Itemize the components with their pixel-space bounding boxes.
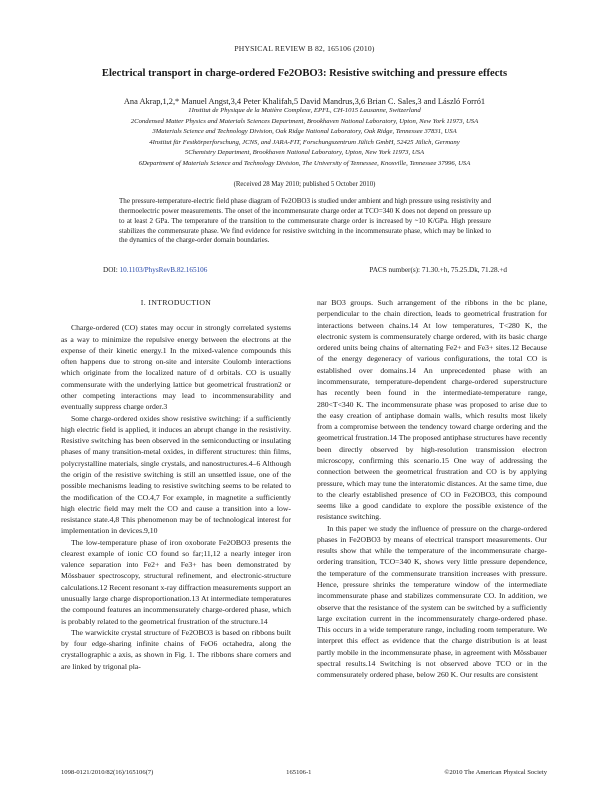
paragraph: The low-temperature phase of iron oxoborate Fe2OBO3 presents the clearest example of ionic CO found so far;11,12 a nearly integer iron valence separation into Fe2+ and Fe3+ has been demonstrated by Mössbauer spectroscopy, structural refinement, and electronic-structure calculations.12 Recent resonant x-ray diffraction measurements support an unusually large charge disproportionation.13 At intermediate temperatures the compound features an incommensurately charge-ordered phase, which is probably related to the geometrical frustration of the structure.14 [61, 537, 291, 626]
paragraph: Some charge-ordered oxides show resistive switching: if a sufficiently high electric field is applied, it induces an abrupt change in the resistivity. Resistive switching has been observed in the semiconducting or insulating phases of many transition-metal oxides, in different structures: thin films, polycrystalline materials, single crystals, and nanostructures.4–6 Although the origin of the resistive switching is still an unsettled issue, one of the possible mechanisms leading to resistive switching seems to be related to the modification of the CO.4,7 For example, in magnetite a sufficiently high electric field may melt the CO and cause a transition into a low-resistance state.4,8 This phenomenon may be of technological interest for implementation in devices.9,10 [61, 413, 291, 536]
pacs-numbers: PACS number(s): 71.30.+h, 75.25.Dk, 71.28.+d [369, 266, 507, 274]
affiliation: 5Chemistry Department, Brookhaven National Laboratory, Upton, New York 11973, USA [184, 149, 425, 156]
doi [103, 266, 207, 274]
affiliation: 1Institut de Physique de la Matière Complexe, EPFL, CH-1015 Lausanne, Switzerland [188, 107, 421, 114]
right-column [317, 297, 547, 681]
doi-line [103, 266, 507, 274]
paragraph: nar BO3 groups. Such arrangement of the ribbons in the bc plane, perpendicular to the chain direction, leads to geometrical frustration for interactions between chains.14 At low temperatures, T<280 K, the electronic system is commensurately charge ordered, with its basic charge ordered units being chains of alternating Fe2+ and Fe3+ sites.12 Because of the energy degeneracy of various configurations, the total CO is established over domains.14 An unprecedented phase with an incommensurate, temperature-dependent charge-ordered superstructure has recently been found in the intermediate-temperature range, 280<T<340 K. The incommensurate phase was proposed to arise due to the easy creation of antiphase domain walls, which results most likely from a compromise between the tendency toward charge ordering and the geometrical frustration.14 The proposed antiphase structures have recently been directly observed by high-resolution transmission electron microscopy, confirming this scenario.15 One way of addressing the connection between the geometrical frustration and CO is by applying pressure, which may tune the interatomic distances. At the same time, due to the clearly established presence of CO in Fe2OBO3, this compound seems like a good candidate to explore the possible existence of the resistance switching. [317, 298, 547, 522]
paragraph: The warwickite crystal structure of Fe2OBO3 is based on ribbons built by four edge-sharing infinite chains of FeO6 octahedra, along the crystallographic a axis, as shown in Fig. 1. The ribbons share corners and are linked by trigonal pla- [61, 627, 291, 671]
page-number: 165106-1 [286, 769, 312, 776]
paragraph: Charge-ordered (CO) states may occur in strongly correlated systems as a way to minimize the repulsive energy between the electrons at the expense of their kinetic energy.1 In the mixed-valence compounds this often happens due to strong on-site and intersite Coulomb interactions which originate from the localized nature of d orbitals. CO is usually commensurate with the underlying lattice but geometrical frustration2 or other competing interactions may lead to incommensurability and eventually suppress charge order.3 [61, 323, 291, 412]
affiliation: 6Department of Materials Science and Technology Division, The University of Tennessee, Knoxville, Tennessee 37996, USA [138, 159, 471, 167]
running-head: PHYSICAL REVIEW B 82, 165106 (2010) [234, 44, 375, 53]
article-title: Electrical transport in charge-ordered Fe2OBO3: Resistive switching and pressure effects [101, 68, 508, 79]
left-column [61, 297, 291, 672]
affiliation: 3Materials Science and Technology Division, Oak Ridge National Laboratory, Oak Ridge, Tennessee 37831, USA [152, 128, 457, 135]
page-footer [61, 769, 547, 776]
affiliation: 4Institut für Festkörperforschung, JCNS, and JARA-FIT, Forschungszentrum Jülich GmbH, 52425 Jülich, Germany [149, 138, 460, 146]
doi-link[interactable]: 10.1103/PhysRevB.82.165106 [119, 266, 208, 274]
affiliation: 2Condensed Matter Physics and Materials Sciences Department, Brookhaven National Laboratory, Upton, New York 11973, USA [130, 117, 479, 125]
received-date: (Received 28 May 2010; published 5 October 2010) [233, 181, 376, 188]
author-list: Ana Akrap,1,2,* Manuel Angst,3,4 Peter Khalifah,5 David Mandrus,3,6 Brian C. Sales,3 and László Forró1 [123, 97, 486, 106]
paragraph: In this paper we study the influence of pressure on the charge-ordered phases in Fe2OBO3 by means of electrical transport measurements. Our results show that while the temperature of the incommensurate charge-ordering transition, TCO=340 K, shows very little pressure dependence, the temperature of the commensurate transition increases with pressure. Hence, pressure shrinks the temperature window of the intermediate incommensurate phase and stabilizes commensurate CO. In addition, we observe that the resistance of the system can be switched by a sufficiently large excitation current in the incommensurately charge-ordered phase. This occurs in a wide temperature range, including room temperature. We interpret this effect as evidence that the charge distribution is at least partly mobile in the incommensurate phase, in agreement with Mössbauer spectral results.14 Switching is not observed above TCO or in the commensurately ordered phase, below 260 K. Our results are consistent [317, 523, 547, 680]
abstract: The pressure-temperature-electric field phase diagram of Fe2OBO3 is studied under ambient and high pressure using resistivity and thermoelectric power measurements. The onset of the incommensurate charge order at TCO=340 K does not depend on pressure up to at least 2 GPa. The temperature of the transition to the commensurate charge order is increased by ~10 K/GPa. High pressure stabilizes the commensurate phase. We find evidence for resistive switching in the incommensurate phase, which may be linked to the dynamics of the charge-order domain boundaries. [119, 197, 491, 245]
affiliation-list [40, 106, 569, 169]
section-heading: I. INTRODUCTION [140, 298, 212, 307]
doi-prefix: DOI: [103, 266, 120, 274]
footer-issn: 1098-0121/2010/82(16)/165106(7) [61, 769, 154, 776]
copyright: ©2010 The American Physical Society [444, 769, 547, 776]
